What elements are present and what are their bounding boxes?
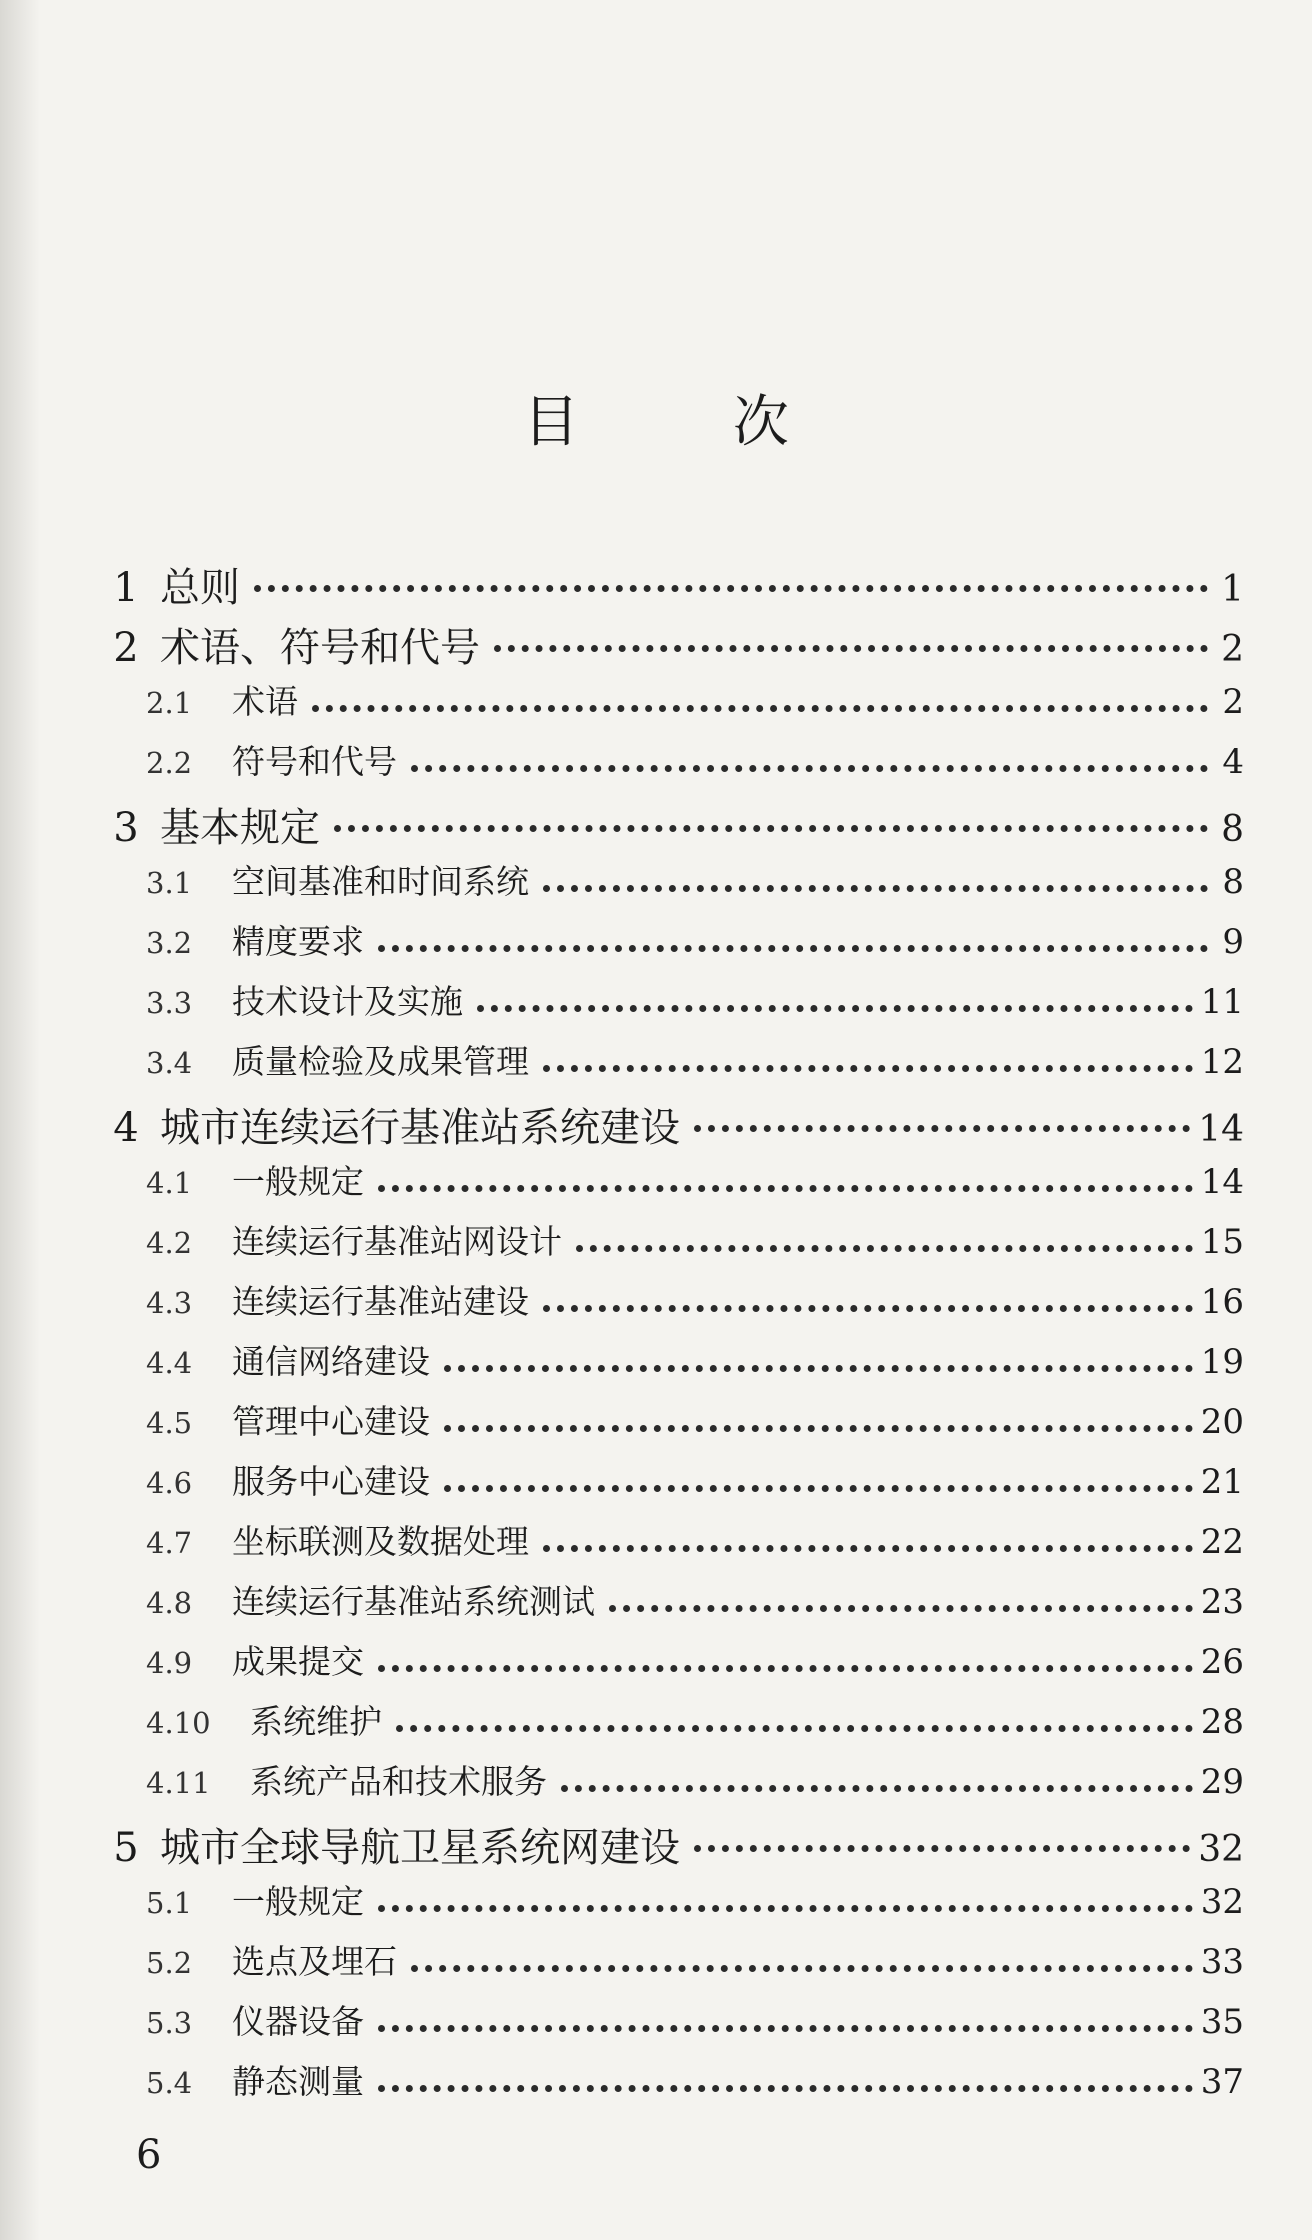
dot-leader [543, 1065, 1193, 1072]
dot-leader [378, 1185, 1193, 1192]
toc-entry[interactable] [92, 1816, 1244, 1871]
dot-leader [378, 2025, 1193, 2032]
toc-entry-title: 术语 [232, 682, 298, 721]
toc-entry-page: 29 [1200, 1762, 1244, 1802]
toc-entry-title: 基本规定 [160, 805, 320, 851]
toc-entry-page: 1 [1221, 569, 1244, 610]
dot-leader [378, 945, 1208, 952]
toc-entry-page: 15 [1200, 1222, 1244, 1262]
toc-entry-title: 质量检验及成果管理 [232, 1042, 529, 1081]
toc-entry-title: 一般规定 [232, 1882, 364, 1921]
dot-leader [543, 885, 1208, 892]
toc-entry-page: 23 [1200, 1582, 1244, 1622]
toc-entry-title: 符号和代号 [232, 742, 397, 781]
toc-entry-number: 5.1 [146, 1886, 193, 1920]
dot-leader [444, 1425, 1193, 1432]
toc-entry-number: 3.2 [146, 926, 193, 960]
toc-entry-number: 3.4 [146, 1046, 193, 1080]
toc-entry[interactable] [146, 1036, 1244, 1088]
toc-entry[interactable] [146, 1516, 1244, 1568]
toc-entry-page: 32 [1198, 1829, 1244, 1870]
toc-entry[interactable] [146, 1396, 1244, 1448]
toc-entry-number: 5.3 [146, 2006, 193, 2040]
toc-entry-page: 14 [1198, 1109, 1244, 1150]
toc-entry[interactable] [92, 1096, 1244, 1151]
toc-entry-page: 37 [1200, 2062, 1244, 2102]
toc-entry[interactable] [146, 1876, 1244, 1928]
toc-entry[interactable] [92, 796, 1244, 851]
toc-entry-number: 4 [113, 1105, 139, 1151]
toc-entry-page: 8 [1221, 809, 1244, 850]
toc-entry[interactable] [146, 1216, 1244, 1268]
toc-entry-page: 11 [1200, 982, 1244, 1022]
dot-leader [543, 1305, 1193, 1312]
toc-entry-page: 8 [1222, 862, 1244, 902]
page-edge-shadow [0, 0, 40, 2240]
toc-entry[interactable] [92, 556, 1244, 611]
dot-leader [411, 765, 1208, 772]
toc-entry-title: 技术设计及实施 [232, 982, 463, 1021]
dot-leader [334, 825, 1208, 832]
dot-leader [378, 1665, 1193, 1672]
toc-entry-title: 静态测量 [232, 2062, 364, 2101]
dot-leader [378, 1905, 1193, 1912]
toc-entry[interactable] [146, 1636, 1244, 1688]
toc-entry-title: 服务中心建设 [232, 1462, 430, 1501]
dot-leader [477, 1005, 1193, 1012]
toc-entry-number: 3.3 [146, 986, 193, 1020]
toc-entry[interactable] [146, 976, 1244, 1028]
toc-entry-title: 总则 [160, 565, 240, 611]
toc-entry[interactable] [146, 1336, 1244, 1388]
dot-leader [576, 1245, 1193, 1252]
toc-entry[interactable] [146, 1456, 1244, 1508]
toc-entry[interactable] [146, 1696, 1244, 1748]
toc-entry-page: 2 [1222, 682, 1244, 722]
toc-entry-page: 26 [1200, 1642, 1244, 1682]
toc-heading: 目 次 [523, 390, 857, 455]
toc-entry-page: 4 [1222, 742, 1244, 782]
dot-leader [254, 585, 1208, 592]
toc-entry-page: 20 [1200, 1402, 1244, 1442]
toc-entry[interactable] [146, 1756, 1244, 1808]
toc-entry-page: 33 [1200, 1942, 1244, 1982]
toc-entry-number: 4.2 [146, 1226, 193, 1260]
page-number: 6 [136, 2132, 162, 2178]
toc-entry-page: 14 [1200, 1162, 1244, 1202]
toc-entry[interactable] [146, 736, 1244, 788]
toc-entry-title: 精度要求 [232, 922, 364, 961]
dot-leader [494, 645, 1208, 652]
dot-leader [444, 1485, 1193, 1492]
toc-entry-title: 系统维护 [250, 1702, 382, 1741]
toc-entry-title: 连续运行基准站建设 [232, 1282, 529, 1321]
toc-entry[interactable] [146, 1276, 1244, 1328]
toc-entry-number: 4.3 [146, 1286, 193, 1320]
dot-leader [396, 1725, 1193, 1732]
toc-entry-page: 22 [1200, 1522, 1244, 1562]
toc-entry-title: 城市全球导航卫星系统网建设 [160, 1825, 680, 1871]
dot-leader [609, 1605, 1193, 1612]
toc-entry[interactable] [146, 1996, 1244, 2048]
toc-entry[interactable] [146, 676, 1244, 728]
toc-entry-page: 12 [1200, 1042, 1244, 1082]
toc-entry-number: 5 [113, 1825, 139, 1871]
toc-entry[interactable] [146, 916, 1244, 968]
toc-entry-number: 4.1 [146, 1166, 193, 1200]
toc-entry-number: 4.10 [146, 1706, 211, 1740]
dot-leader [694, 1845, 1190, 1852]
toc-entry-title: 管理中心建设 [232, 1402, 430, 1441]
dot-leader [561, 1785, 1193, 1792]
toc-entry-title: 连续运行基准站系统测试 [232, 1582, 595, 1621]
toc-entry-title: 一般规定 [232, 1162, 364, 1201]
toc-entry-number: 4.7 [146, 1526, 193, 1560]
toc-entry-page: 32 [1200, 1882, 1244, 1922]
toc-entry-number: 2.1 [146, 686, 193, 720]
toc-entry[interactable] [146, 2056, 1244, 2108]
toc-entry[interactable] [146, 1936, 1244, 1988]
dot-leader [543, 1545, 1193, 1552]
toc-entry-number: 5.2 [146, 1946, 193, 1980]
toc-entry-title: 选点及埋石 [232, 1942, 397, 1981]
toc-entry-title: 空间基准和时间系统 [232, 862, 529, 901]
toc-entry-title: 成果提交 [232, 1642, 364, 1681]
toc-entry-page: 21 [1200, 1462, 1244, 1502]
toc-entry-page: 9 [1222, 922, 1244, 962]
toc-entry-number: 4.11 [146, 1766, 211, 1800]
toc-entry[interactable] [146, 1576, 1244, 1628]
toc-entry-number: 4.4 [146, 1346, 193, 1380]
toc-entry-title: 坐标联测及数据处理 [232, 1522, 529, 1561]
toc-entry-number: 4.8 [146, 1586, 193, 1620]
toc-entry-number: 2 [113, 625, 139, 671]
toc-entry-page: 2 [1221, 629, 1244, 670]
toc-entry[interactable] [146, 1156, 1244, 1208]
toc-entry-number: 4.5 [146, 1406, 193, 1440]
dot-leader [411, 1965, 1193, 1972]
toc-entry-page: 35 [1200, 2002, 1244, 2042]
toc-entry-number: 4.9 [146, 1646, 193, 1680]
toc-entry[interactable] [92, 616, 1244, 671]
toc-entry-number: 5.4 [146, 2066, 193, 2100]
toc-entry-title: 系统产品和技术服务 [250, 1762, 547, 1801]
toc-entry-title: 通信网络建设 [232, 1342, 430, 1381]
toc-entry-number: 3.1 [146, 866, 193, 900]
toc-entry-number: 3 [113, 805, 139, 851]
dot-leader [312, 705, 1208, 712]
toc-entry-number: 1 [113, 565, 139, 611]
dot-leader [378, 2085, 1193, 2092]
toc-entry-number: 2.2 [146, 746, 193, 780]
toc-entry-title: 城市连续运行基准站系统建设 [160, 1105, 680, 1151]
toc-entry-title: 术语、符号和代号 [160, 625, 480, 671]
toc-entry-title: 仪器设备 [232, 2002, 364, 2041]
toc-entry[interactable] [146, 856, 1244, 908]
toc-entry-page: 28 [1200, 1702, 1244, 1742]
dot-leader [694, 1125, 1190, 1132]
toc-entry-page: 16 [1200, 1282, 1244, 1322]
toc-entry-page: 19 [1200, 1342, 1244, 1382]
dot-leader [444, 1365, 1193, 1372]
toc-entry-number: 4.6 [146, 1466, 193, 1500]
toc-entry-title: 连续运行基准站网设计 [232, 1222, 562, 1261]
